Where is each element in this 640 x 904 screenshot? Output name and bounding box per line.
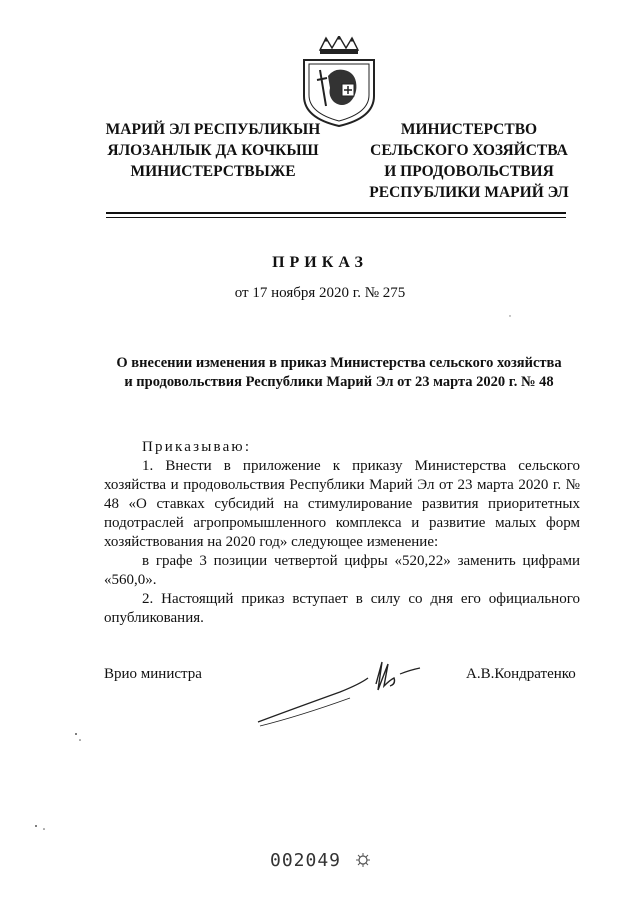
serial-star-mark-icon [356,853,370,867]
document-body [104,438,580,628]
header-right-line-4: РЕСПУБЛИКИ МАРИЙ ЭЛ [369,184,569,201]
header-left-line-2: ЯЛОЗАНЛЫК ДА КОЧКЫШ [107,142,319,159]
subject-line-2: и продовольствия Республики Марий Эл от 23 марта 2020 г. № 48 [124,374,554,390]
header-right-line-3: И ПРОДОВОЛЬСТВИЯ [384,163,554,180]
header-right-russian [358,119,580,203]
order-word: Приказываю: [142,439,252,455]
document-type-title: ПРИКАЗ [272,254,368,271]
header-right-line-2: СЕЛЬСКОГО ХОЗЯЙСТВА [370,142,568,159]
item-2-paragraph: 2. Настоящий приказ вступает в силу со дня его официального опубликования. [104,591,580,626]
item-1-paragraph: 1. Внести в приложение к приказу Министерства сельского хозяйства и продовольствия Республики Марий Эл от 23 марта 2020 г. № 48 «О ставках субсидий на стимулирование развития приоритетных подотраслей агропромышленного комплекса и развитие малых форм хозяйствования на 2020 год» следующее изменение: [104,458,580,550]
signatory-role: Врио министра [104,666,202,682]
item-1-change-paragraph: в графе 3 позиции четвертой цифры «520,22» заменить цифрами «560,0». [104,553,580,588]
header-divider-thick [106,212,566,214]
handwritten-signature [250,650,430,730]
header-left-line-1: МАРИЙ ЭЛ РЕСПУБЛИКЫН [105,121,321,138]
header-left-line-3: МИНИСТЕРСТВЫЖЕ [130,163,296,180]
subject-line-1: О внесении изменения в приказ Министерства сельского хозяйства [116,355,562,371]
document-subject [100,354,578,392]
form-serial-number: 002049 [270,850,342,871]
document-date-number: от 17 ноября 2020 г. № 275 [234,285,406,301]
coat-of-arms-emblem [298,36,380,128]
header-right-line-1: МИНИСТЕРСТВО [400,121,538,138]
signatory-name: А.В.Кондратенко [466,666,576,682]
header-divider-thin [106,217,566,218]
header-left-marij [100,119,326,182]
